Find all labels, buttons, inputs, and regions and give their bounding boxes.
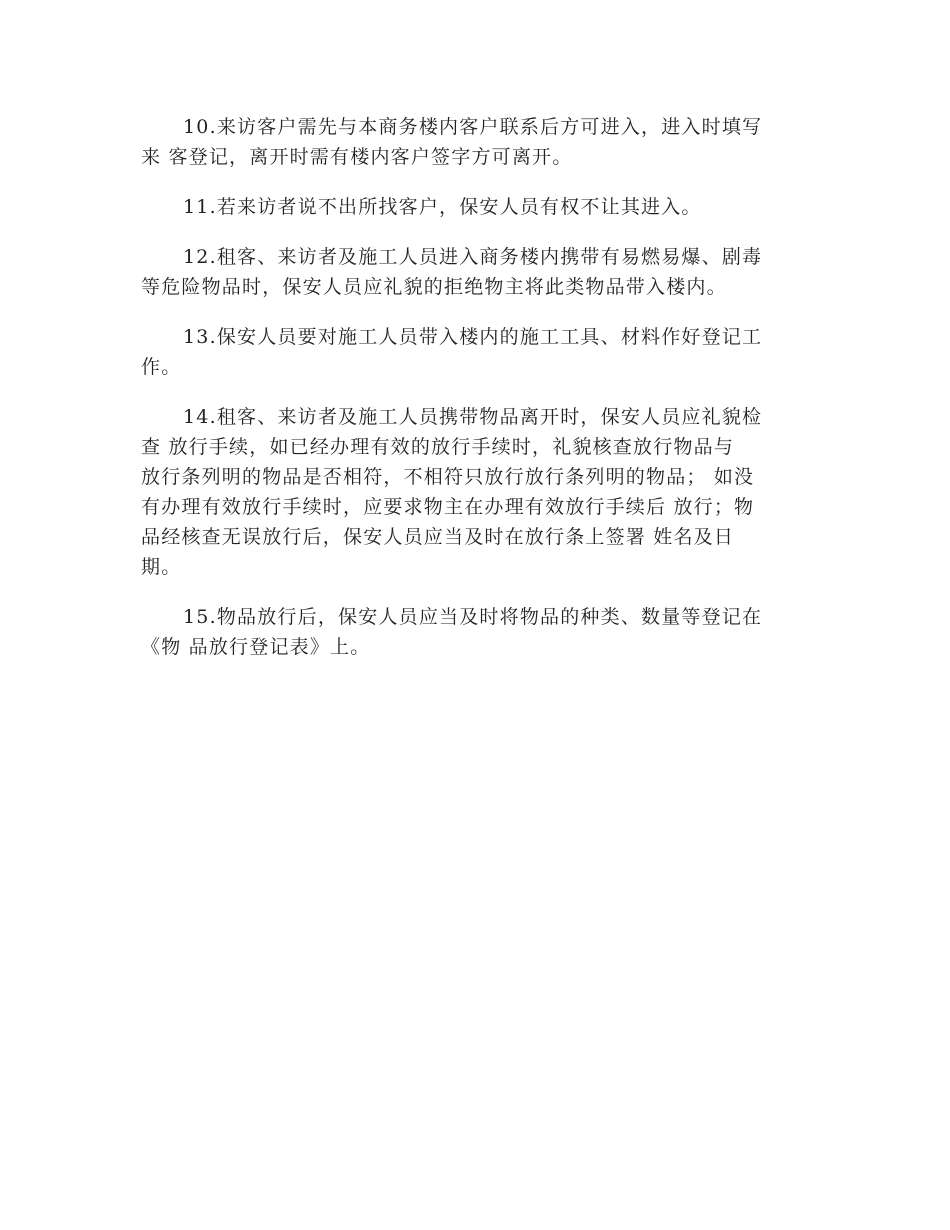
paragraph-line: 15.物品放行后，保安人员应当及时将物品的种类、数量等登记在: [183, 606, 763, 628]
paragraph-line: 等危险物品时，保安人员应礼貌的拒绝物主将此类物品带入楼内。: [141, 276, 727, 298]
paragraph-15: [141, 602, 809, 662]
paragraph-10: [141, 112, 809, 172]
paragraph-line: 来 客登记，离开时需有楼内客户签字方可离开。: [141, 146, 573, 168]
paragraph-line: 放行条列明的物品是否相符，不相符只放行放行条列明的物品； 如没: [141, 466, 755, 488]
document-body: [141, 112, 809, 682]
paragraph-11: [141, 192, 809, 222]
paragraph-line: 10.来访客户需先与本商务楼内客户联系后方可进入，进入时填写: [183, 116, 763, 138]
paragraph-line: 14.租客、来访者及施工人员携带物品离开时，保安人员应礼貌检: [183, 406, 763, 428]
paragraph-13: [141, 322, 809, 382]
paragraph-line: 《物 品放行登记表》上。: [141, 636, 371, 658]
paragraph-line: 期。: [141, 556, 182, 578]
paragraph-line: 11.若来访者说不出所找客户，保安人员有权不让其进入。: [183, 196, 702, 218]
paragraph-line: 12.租客、来访者及施工人员进入商务楼内携带有易燃易爆、剧毒: [183, 246, 763, 268]
paragraph-12: [141, 242, 809, 302]
paragraph-line: 品经核查无误放行后，保安人员应当及时在放行条上签署 姓名及日: [141, 526, 735, 548]
paragraph-line: 有办理有效放行手续时，应要求物主在办理有效放行手续后 放行；物: [141, 496, 755, 518]
paragraph-line: 13.保安人员要对施工人员带入楼内的施工工具、材料作好登记工: [183, 326, 763, 348]
paragraph-line: 查 放行手续，如已经办理有效的放行手续时，礼貌核查放行物品与: [141, 436, 735, 458]
paragraph-14: [141, 402, 809, 582]
paragraph-line: 作。: [141, 356, 182, 378]
